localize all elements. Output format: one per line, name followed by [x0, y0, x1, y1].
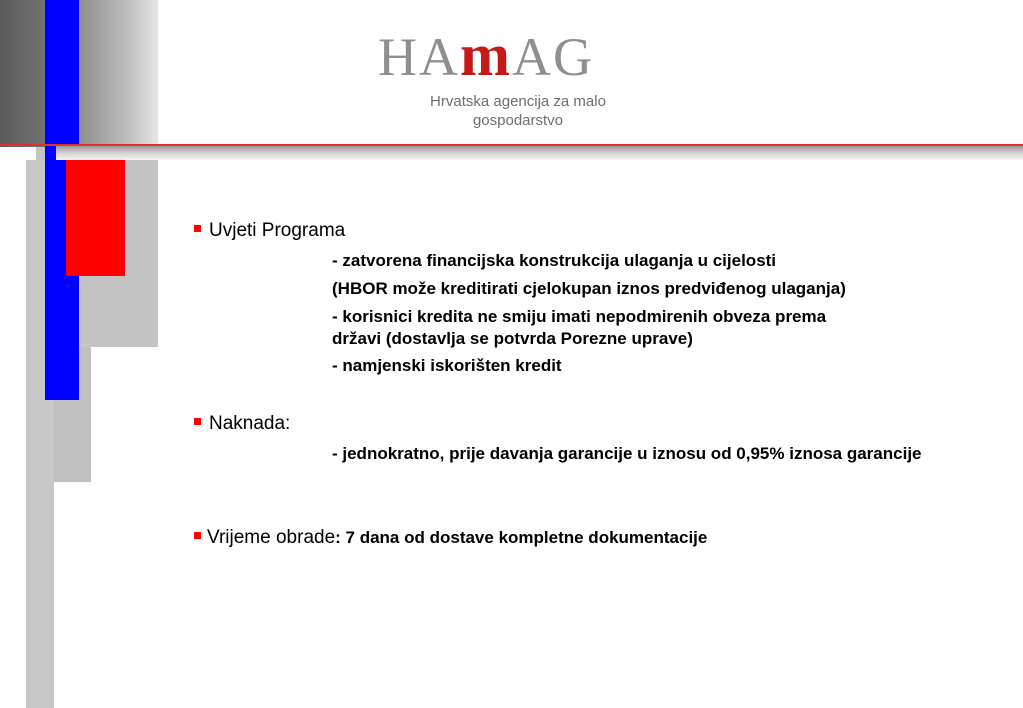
bullet-square-icon [194, 418, 201, 425]
logo-text-ha: HA [378, 27, 460, 87]
vrijeme-value: : 7 dana od dostave kompletne dokumentacije [335, 528, 708, 547]
logo-text-m: m [460, 22, 512, 88]
decor-dark-gradient-block [0, 0, 158, 147]
vrijeme-label: Vrijeme obrade [207, 527, 336, 548]
list-item: (HBOR može kreditirati cjelokupan iznos predviđenog ulaganja) [332, 279, 846, 298]
list-item: - korisnici kredita ne smiju imati nepodmirenih obveza prema [332, 307, 827, 326]
tagline-line-2: gospodarstvo [472, 112, 564, 129]
list-item: - namjenski iskorišten kredit [332, 356, 562, 375]
list-item: državi (dostavlja se potvrda Porezne uprave) [332, 329, 693, 348]
logo-tagline [380, 92, 656, 130]
tagline-line-1: Hrvatska agencija za malo [430, 93, 606, 110]
section-heading-uvjeti: Uvjeti Programa [209, 220, 346, 241]
bullet-square-icon [194, 532, 201, 539]
section-heading-naknada: Naknada: [209, 413, 291, 434]
bullet-square-icon [194, 225, 201, 232]
list-item: - zatvorena financijska konstrukcija ulaganja u cijelosti [332, 251, 777, 270]
section-heading-vrijeme [207, 527, 707, 549]
decor-red-block [66, 160, 125, 276]
hamag-logo [378, 22, 668, 88]
logo-text-ag: AG [511, 27, 594, 87]
list-item: - jednokratno, prije davanja garancije u iznosu od 0,95% iznosa garancije [332, 444, 922, 463]
header-grey-rule [56, 146, 1023, 160]
